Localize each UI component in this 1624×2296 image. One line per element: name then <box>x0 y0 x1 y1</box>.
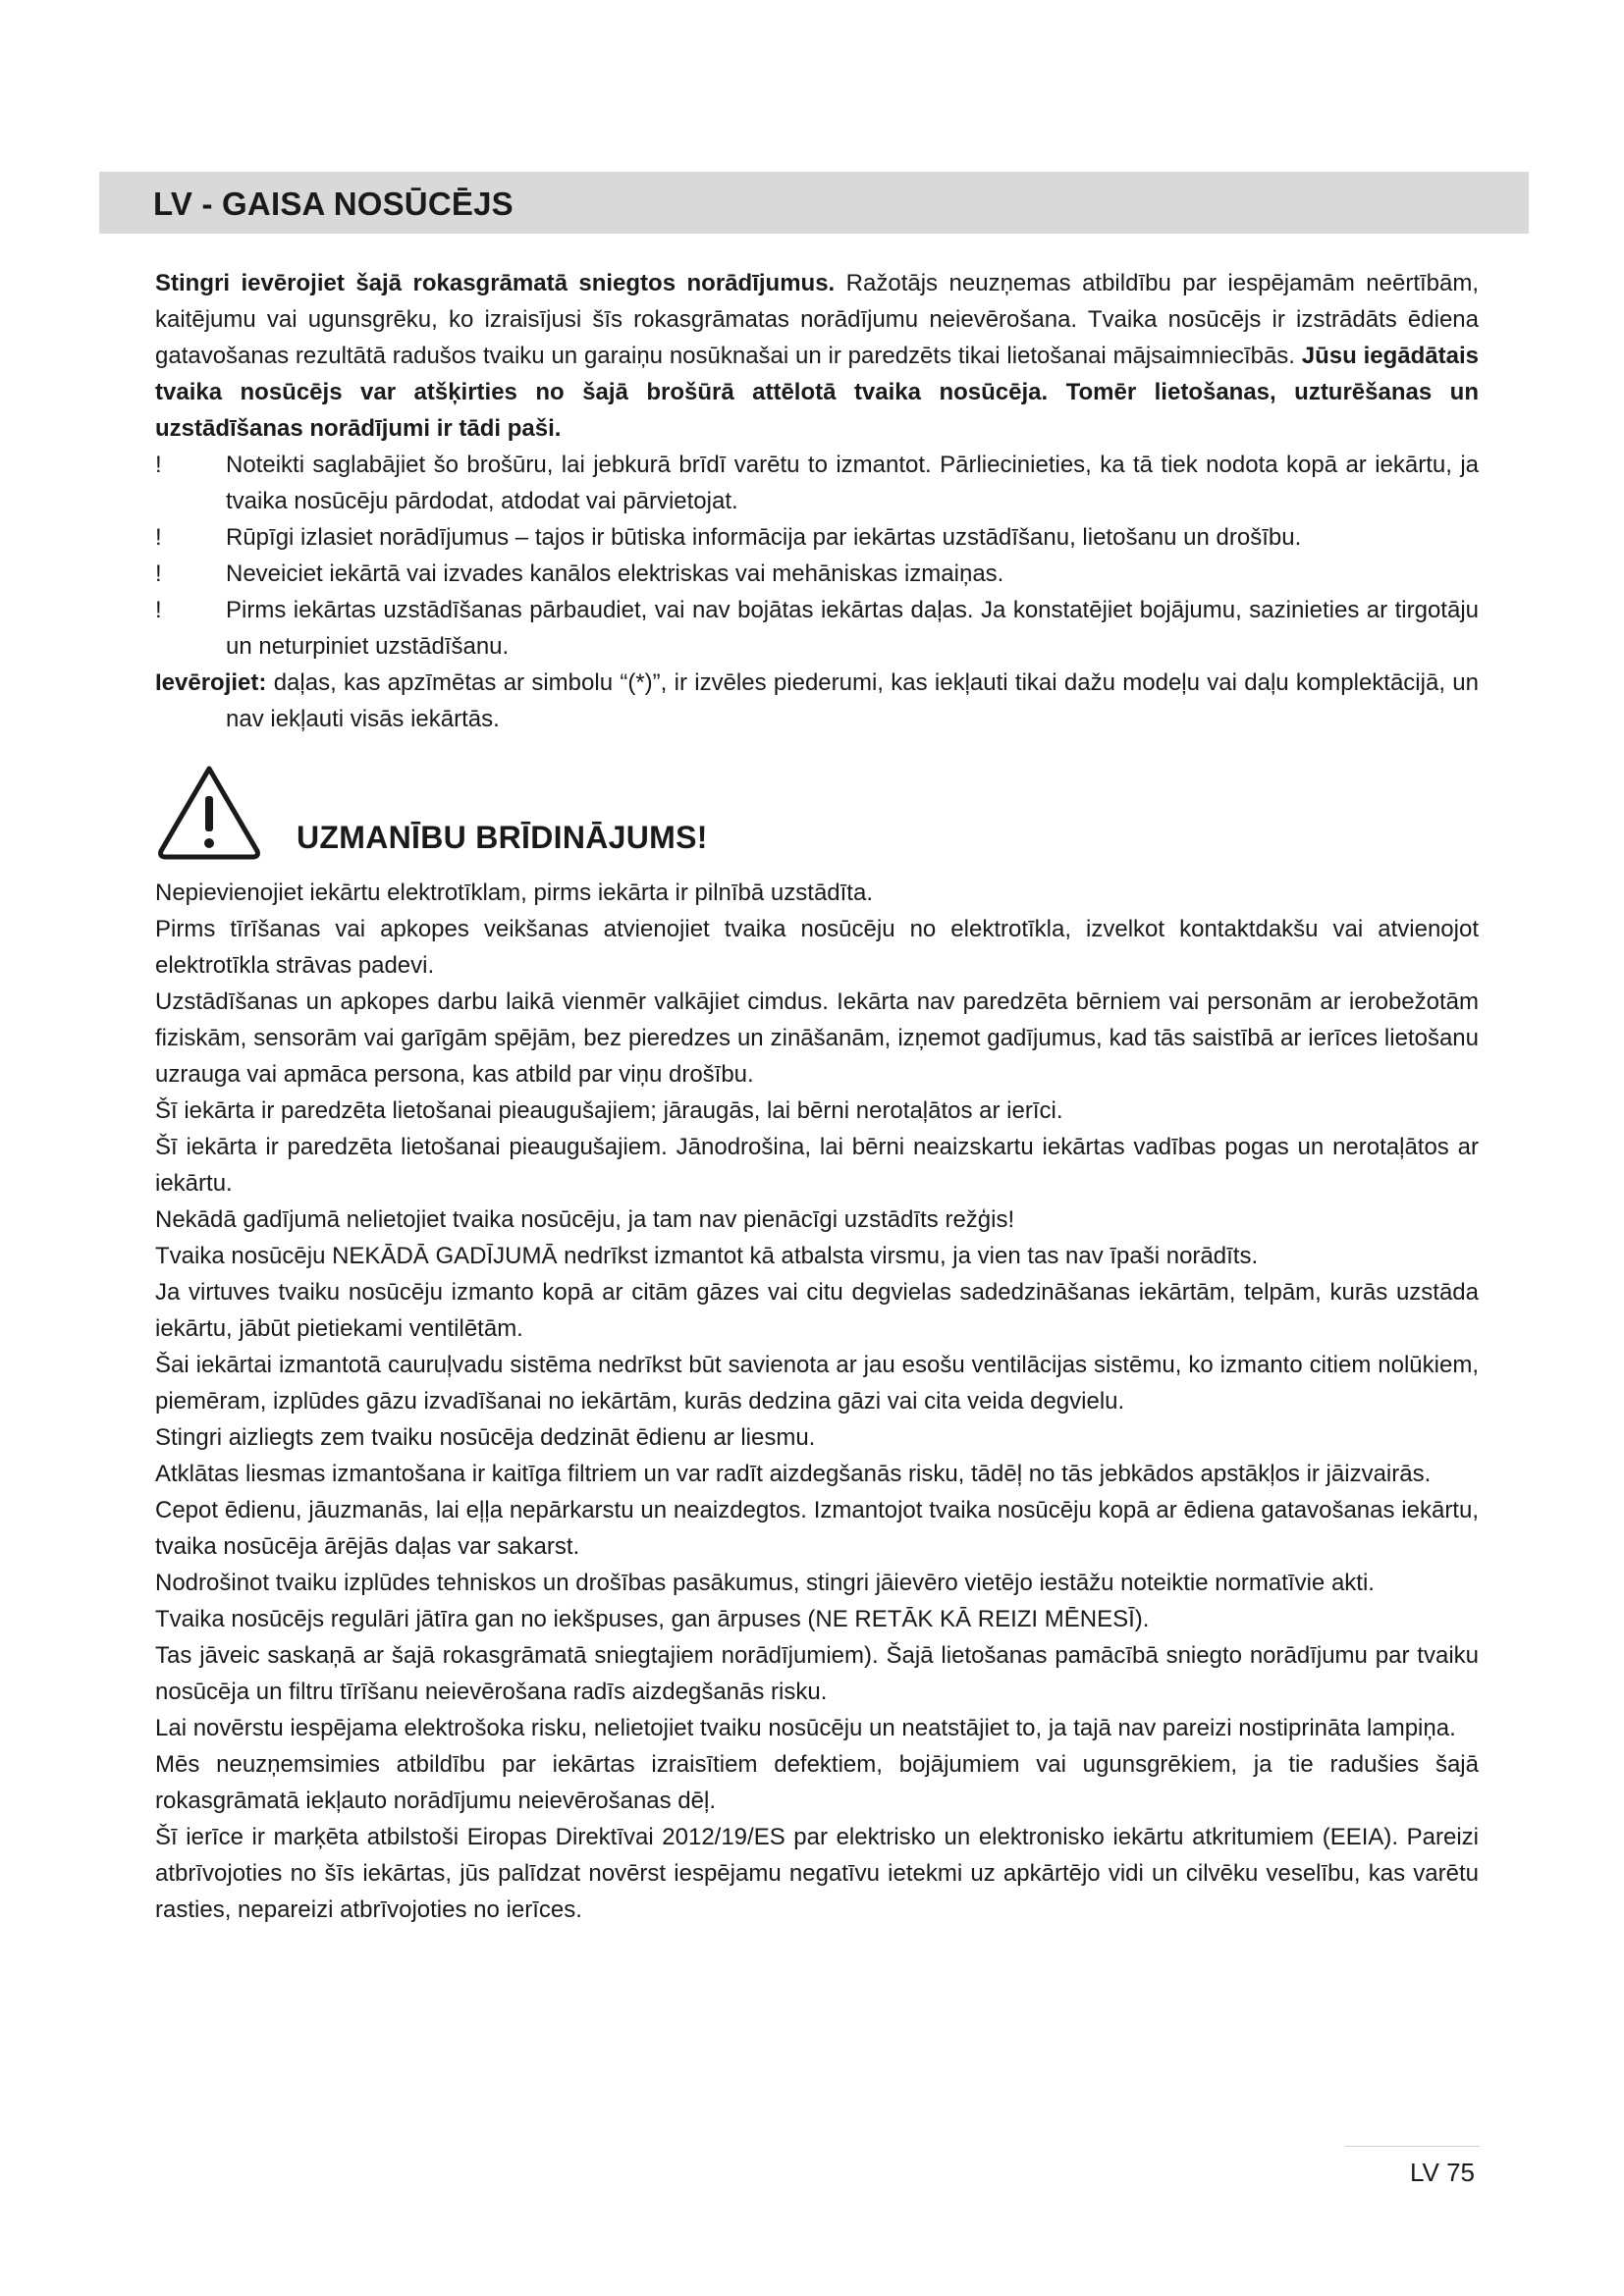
list-item <box>155 556 1479 592</box>
list-item <box>155 447 1479 519</box>
warning-paragraph: Cepot ēdienu, jāuzmanās, lai eļļa nepārkarstu un neaizdegtos. Izmantojot tvaika nosūcēju kopā ar ēdiena gatavošanas iekārtu, tvaika nosūcēja ārējās daļas var sakarst. <box>155 1497 1479 1560</box>
note-text: daļas, kas apzīmētas ar simbolu “(*)”, ir izvēles piederumi, kas iekļauti tikai dažu modeļu vai daļu komplektācijā, un nav iekļauti visās iekārtās. <box>226 669 1479 732</box>
list-item-text: Noteikti saglabājiet šo brošūru, lai jebkurā brīdī varētu to izmantot. Pārliecinieties, ka tā tiek nodota kopā ar iekārtu, ja tvaika nosūcēju pārdodat, atdodat vai pārvietojat. <box>226 452 1479 514</box>
warning-paragraph: Nekādā gadījumā nelietojiet tvaika nosūcēju, ja tam nav pienācīgi uzstādīts režģis! <box>155 1206 1015 1233</box>
warning-paragraph: Nepievienojiet iekārtu elektrotīklam, pirms iekārta ir pilnībā uzstādīta. <box>155 880 873 906</box>
page-number: LV 75 <box>1410 2158 1476 2187</box>
footer-divider <box>1345 2146 1480 2147</box>
warning-paragraph: Šī iekārta ir paredzēta lietošanai pieaugušajiem. Jānodrošina, lai bērni neaizskartu iekārtas vadības pogas un nerotaļātos ar iekārtu. <box>155 1134 1479 1197</box>
warning-paragraph: Lai novērstu iespējama elektrošoka risku, nelietojiet tvaiku nosūcēju un neatstājiet to, ja tajā nav pareizi nostiprināta lampiņa. <box>155 1715 1456 1741</box>
exclamation-icon: ! <box>155 524 162 551</box>
warning-paragraph: Mēs neuzņemsimies atbildību par iekārtas izraisītiem defektiem, bojājumiem vai ugunsgrēkiem, ja tie radušies šajā rokasgrāmatā iekļauto norādījumu neievērošanas dēļ. <box>155 1751 1479 1814</box>
warning-paragraph: Stingri aizliegts zem tvaiku nosūcēja dedzināt ēdienu ar liesmu. <box>155 1424 816 1451</box>
list-item <box>155 592 1479 665</box>
page-title: LV - GAISA NOSŪCĒJS <box>153 186 514 222</box>
intro-bold-tail: Jūsu iegādātais tvaika nosūcējs var atšķirties no šajā brošūrā attēlotā tvaika nosūcēja. Tomēr lietošanas, uzturēšanas un uzstādīšanas norādījumi ir tādi paši. <box>155 343 1479 442</box>
exclamation-icon: ! <box>155 452 162 478</box>
note-label: Ievērojiet: <box>155 669 267 696</box>
warning-paragraph: Šī iekārta ir paredzēta lietošanai pieaugušajiem; jāraugās, lai bērni nerotaļātos ar ierīci. <box>155 1097 1063 1124</box>
warning-title: UZMANĪBU BRĪDINĀJUMS! <box>297 820 708 855</box>
warning-paragraph: Tvaika nosūcējs regulāri jātīra gan no iekšpuses, gan ārpuses (NE RETĀK KĀ REIZI MĒNESĪ). <box>155 1606 1150 1632</box>
intro-paragraph <box>155 265 1479 447</box>
list-item-text: Neveiciet iekārtā vai izvades kanālos elektriskas vai mehāniskas izmaiņas. <box>226 561 1004 587</box>
section-header <box>99 172 1529 234</box>
exclamation-icon: ! <box>155 597 162 623</box>
warning-paragraph: Uzstādīšanas un apkopes darbu laikā vienmēr valkājiet cimdus. Iekārta nav paredzēta bērniem vai personām ar ierobežotām fiziskām, sensorām vai garīgām spējām, bez pieredzes un zināšanām, izņemot gadījumus, kad tās saistībā ar ierīces lietošanu uzrauga vai apmāca persona, kas atbild par viņu drošību. <box>155 988 1479 1088</box>
warning-paragraph: Šai iekārtai izmantotā cauruļvadu sistēma nedrīkst būt savienota ar jau esošu ventilācijas sistēmu, ko izmanto citiem nolūkiem, piemēram, izplūdes gāzu izvadīšanai no iekārtām, kurās dedzina gāzi vai cita veida degvielu. <box>155 1352 1479 1415</box>
warning-paragraph: Tvaika nosūcēju NEKĀDĀ GADĪJUMĀ nedrīkst izmantot kā atbalsta virsmu, ja vien tas nav īpaši norādīts. <box>155 1243 1259 1269</box>
warning-paragraph: Atklātas liesmas izmantošana ir kaitīga filtriem un var radīt aizdegšanās risku, tādēļ no tās jebkādos apstākļos ir jāizvairās. <box>155 1461 1432 1487</box>
note-paragraph <box>155 665 1479 737</box>
exclamation-icon: ! <box>155 561 162 587</box>
warning-triangle-icon <box>155 763 263 861</box>
warning-paragraph: Nodrošinot tvaiku izplūdes tehniskos un drošības pasākumus, stingri jāievēro vietējo iestāžu noteiktie normatīvie akti. <box>155 1570 1375 1596</box>
warning-paragraph: Pirms tīrīšanas vai apkopes veikšanas atvienojiet tvaika nosūcēju no elektrotīkla, izvelkot kontaktdakšu vai atvienojot elektrotīkla strāvas padevi. <box>155 916 1479 979</box>
intro-bold-lead: Stingri ievērojiet šajā rokasgrāmatā sniegtos norādījumus. <box>155 270 836 296</box>
warning-body <box>155 875 1479 1928</box>
list-item-text: Rūpīgi izlasiet norādījumus – tajos ir būtiska informācija par iekārtas uzstādīšanu, lietošanu un drošību. <box>226 524 1302 551</box>
warning-paragraph: Ja virtuves tvaiku nosūcēju izmanto kopā ar citām gāzes vai citu degvielas sadedzināšanas iekārtām, telpām, kurās uzstāda iekārtu, jābūt pietiekami ventilētām. <box>155 1279 1479 1342</box>
list-item-text: Pirms iekārtas uzstādīšanas pārbaudiet, vai nav bojātas iekārtas daļas. Ja konstatējiet bojājumu, sazinieties ar tirgotāju un neturpiniet uzstādīšanu. <box>226 597 1479 660</box>
intro-text: Ražotājs neuzņemas atbildību par iespējamām neērtībām, kaitējumu vai ugunsgrēku, ko izraisījusi šīs rokasgrāmatas norādījumu neievērošana. Tvaika nosūcējs ir izstrādāts ēdiena gatavošanas rezultātā radušos tvaiku un garaiņu nosūknašai un ir paredzēts tikai lietošanai mājsaimniecībās. <box>155 270 1480 369</box>
warning-paragraph: Šī ierīce ir marķēta atbilstoši Eiropas Direktīvai 2012/19/ES par elektrisko un elektronisko iekārtu atkritumiem (EEIA). Pareizi atbrīvojoties no šīs iekārtas, jūs palīdzat novērst iespējamu negatīvu ietekmi uz apkārtējo vidi un cilvēku veselību, kas varētu rasties, nepareizi atbrīvojoties no ierīces. <box>155 1824 1479 1923</box>
document-body <box>155 265 1479 1928</box>
warning-heading <box>155 763 1479 875</box>
warning-paragraph: Tas jāveic saskaņā ar šajā rokasgrāmatā sniegtajiem norādījumiem). Šajā lietošanas pamācībā sniegto norādījumu par tvaiku nosūcēja un filtru tīrīšanu neievērošana radīs aizdegšanās risku. <box>155 1642 1479 1705</box>
list-item <box>155 519 1479 556</box>
